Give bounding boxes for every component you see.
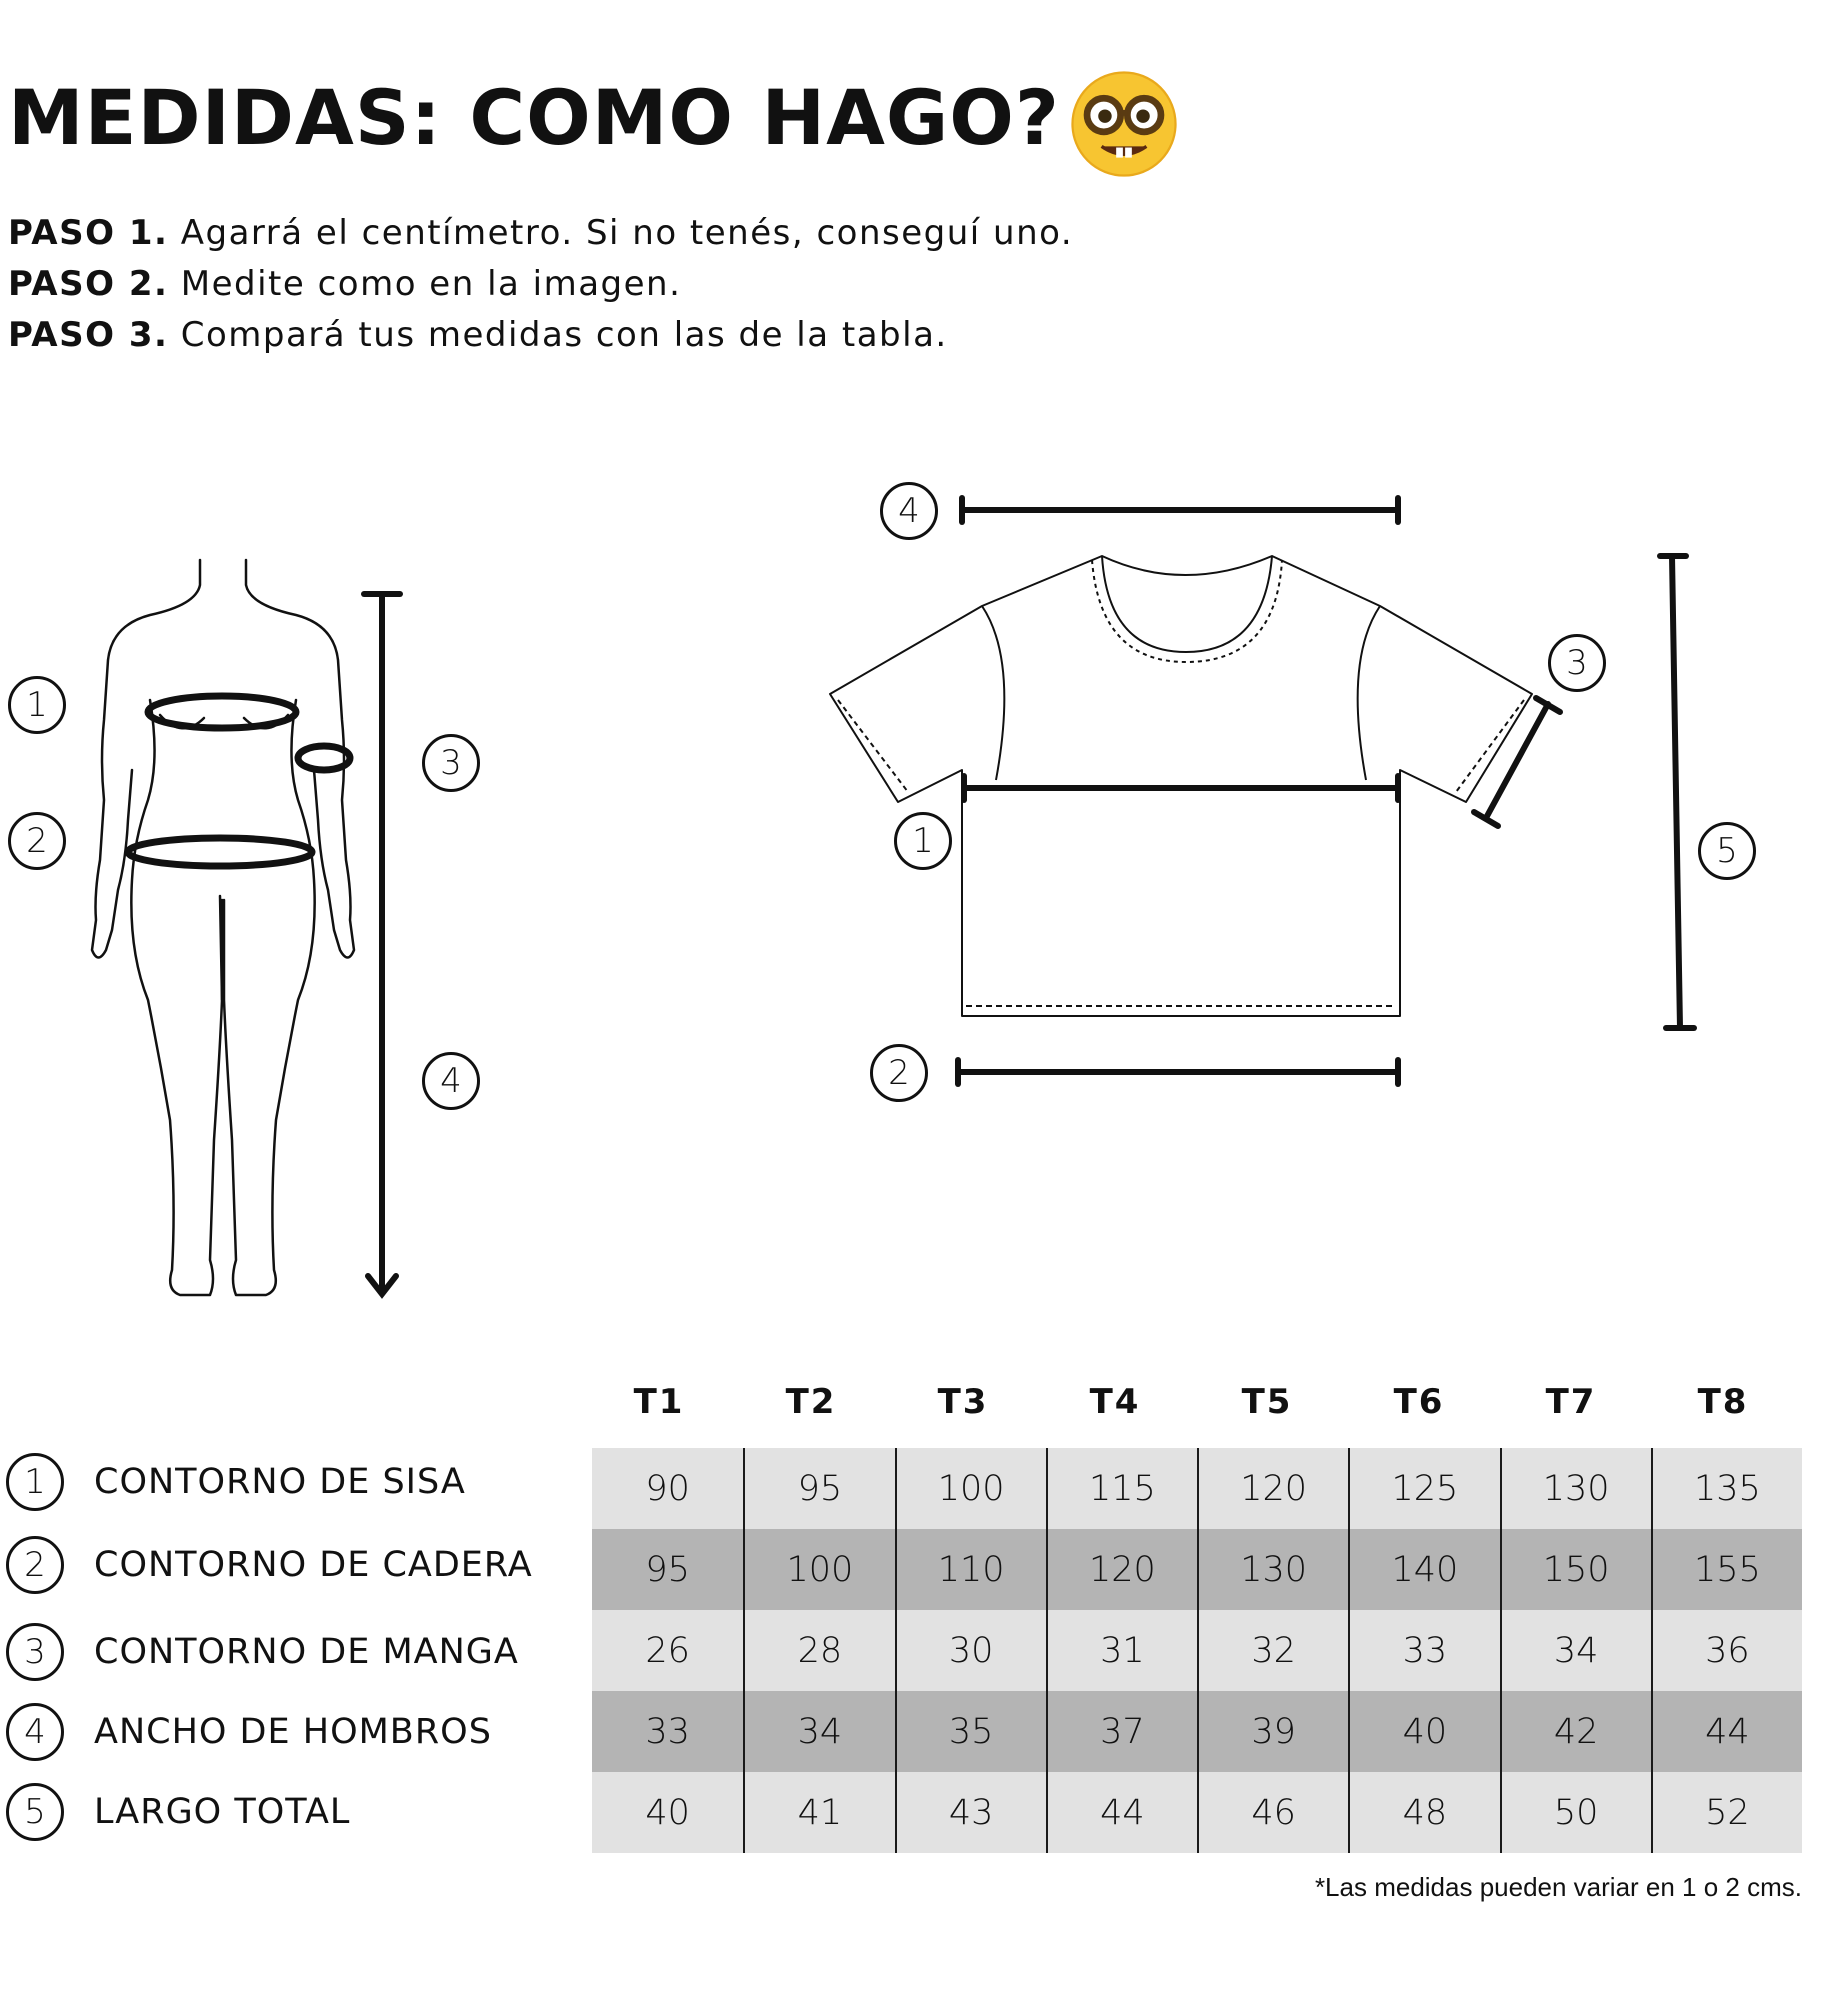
legend-row-2 xyxy=(6,1533,533,1597)
table-cell: 33 xyxy=(1348,1610,1499,1691)
column-header-t7: T7 xyxy=(1545,1382,1597,1422)
legend-marker-3: 3 xyxy=(6,1623,64,1681)
step-1-text: Agarrá el centímetro. Si no tenés, conseguí uno. xyxy=(180,213,1074,253)
legend-label-3: CONTORNO DE MANGA xyxy=(94,1632,519,1672)
column-header-t1: T1 xyxy=(633,1382,685,1422)
legend-marker-5: 5 xyxy=(6,1783,64,1841)
table-cell: 42 xyxy=(1500,1691,1651,1772)
table-cell: 130 xyxy=(1500,1448,1651,1529)
table-cell: 130 xyxy=(1197,1529,1348,1610)
table-cell: 35 xyxy=(895,1691,1046,1772)
legend-marker-4: 4 xyxy=(6,1703,64,1761)
legend-marker-1: 1 xyxy=(6,1453,64,1511)
table-cell: 155 xyxy=(1651,1529,1802,1610)
table-cell: 120 xyxy=(1046,1529,1197,1610)
body-marker-3: 3 xyxy=(422,734,480,792)
table-cell: 37 xyxy=(1046,1691,1197,1772)
shirt-marker-5: 5 xyxy=(1698,822,1756,880)
table-row xyxy=(592,1529,1802,1610)
table-cell: 40 xyxy=(645,1792,690,1833)
table-cell: 34 xyxy=(1500,1610,1651,1691)
step-1-label: PASO 1. xyxy=(8,213,169,253)
table-cell: 95 xyxy=(645,1549,690,1590)
column-header-t3: T3 xyxy=(937,1382,989,1422)
body-marker-2: 2 xyxy=(8,812,66,870)
table-cell: 28 xyxy=(743,1610,894,1691)
table-cell: 36 xyxy=(1651,1610,1802,1691)
table-cell: 30 xyxy=(895,1610,1046,1691)
step-2-label: PASO 2. xyxy=(8,264,169,304)
table-cell: 50 xyxy=(1500,1772,1651,1853)
shirt-marker-1: 1 xyxy=(894,812,952,870)
column-header-t2: T2 xyxy=(785,1382,837,1422)
size-table xyxy=(592,1448,1802,1853)
table-cell: 140 xyxy=(1348,1529,1499,1610)
table-cell: 44 xyxy=(1046,1772,1197,1853)
table-row xyxy=(592,1448,1802,1529)
legend-row-1 xyxy=(6,1450,466,1514)
legend-label-4: ANCHO DE HOMBROS xyxy=(94,1712,492,1752)
table-cell: 135 xyxy=(1651,1448,1802,1529)
shirt-measure-lines xyxy=(958,498,1694,1084)
table-cell: 26 xyxy=(645,1630,690,1671)
legend-marker-2: 2 xyxy=(6,1536,64,1594)
table-cell: 40 xyxy=(1348,1691,1499,1772)
body-marker-1: 1 xyxy=(8,676,66,734)
shirt-marker-3: 3 xyxy=(1548,634,1606,692)
step-3-text: Compará tus medidas con las de la tabla. xyxy=(180,315,948,355)
column-header-t6: T6 xyxy=(1393,1382,1445,1422)
column-header-t8: T8 xyxy=(1697,1382,1749,1422)
table-cell: 33 xyxy=(645,1711,690,1752)
legend-row-3 xyxy=(6,1620,519,1684)
table-row xyxy=(592,1691,1802,1772)
legend-label-1: CONTORNO DE SISA xyxy=(94,1462,466,1502)
legend-label-5: LARGO TOTAL xyxy=(94,1792,351,1832)
body-length-arrow xyxy=(364,594,400,1294)
legend-row-4 xyxy=(6,1700,492,1764)
table-cell: 52 xyxy=(1651,1772,1802,1853)
footnote: *Las medidas pueden variar en 1 o 2 cms. xyxy=(1314,1872,1802,1902)
table-row xyxy=(592,1610,1802,1691)
table-cell: 46 xyxy=(1197,1772,1348,1853)
table-row xyxy=(592,1772,1802,1853)
shirt-marker-2: 2 xyxy=(870,1044,928,1102)
shirt-marker-4: 4 xyxy=(880,482,938,540)
table-cell: 41 xyxy=(743,1772,894,1853)
table-cell: 115 xyxy=(1046,1448,1197,1529)
table-cell: 39 xyxy=(1197,1691,1348,1772)
page-title: MEDIDAS: COMO HAGO? xyxy=(8,73,1060,162)
step-3-label: PASO 3. xyxy=(8,315,169,355)
table-cell: 100 xyxy=(743,1529,894,1610)
table-cell: 31 xyxy=(1046,1610,1197,1691)
table-cell: 125 xyxy=(1348,1448,1499,1529)
table-cell: 90 xyxy=(645,1468,690,1509)
table-cell: 43 xyxy=(895,1772,1046,1853)
body-figure xyxy=(92,560,354,1295)
legend-row-5 xyxy=(6,1780,350,1844)
table-cell: 95 xyxy=(743,1448,894,1529)
table-cell: 32 xyxy=(1197,1610,1348,1691)
table-cell: 48 xyxy=(1348,1772,1499,1853)
body-marker-4: 4 xyxy=(422,1052,480,1110)
step-2-text: Medite como en la imagen. xyxy=(180,264,682,304)
table-cell: 44 xyxy=(1651,1691,1802,1772)
column-header-t4: T4 xyxy=(1089,1382,1141,1422)
table-cell: 110 xyxy=(895,1529,1046,1610)
table-cell: 34 xyxy=(743,1691,894,1772)
legend-label-2: CONTORNO DE CADERA xyxy=(94,1545,533,1585)
table-cell: 150 xyxy=(1500,1529,1651,1610)
column-header-t5: T5 xyxy=(1241,1382,1293,1422)
table-cell: 120 xyxy=(1197,1448,1348,1529)
table-cell: 100 xyxy=(895,1448,1046,1529)
